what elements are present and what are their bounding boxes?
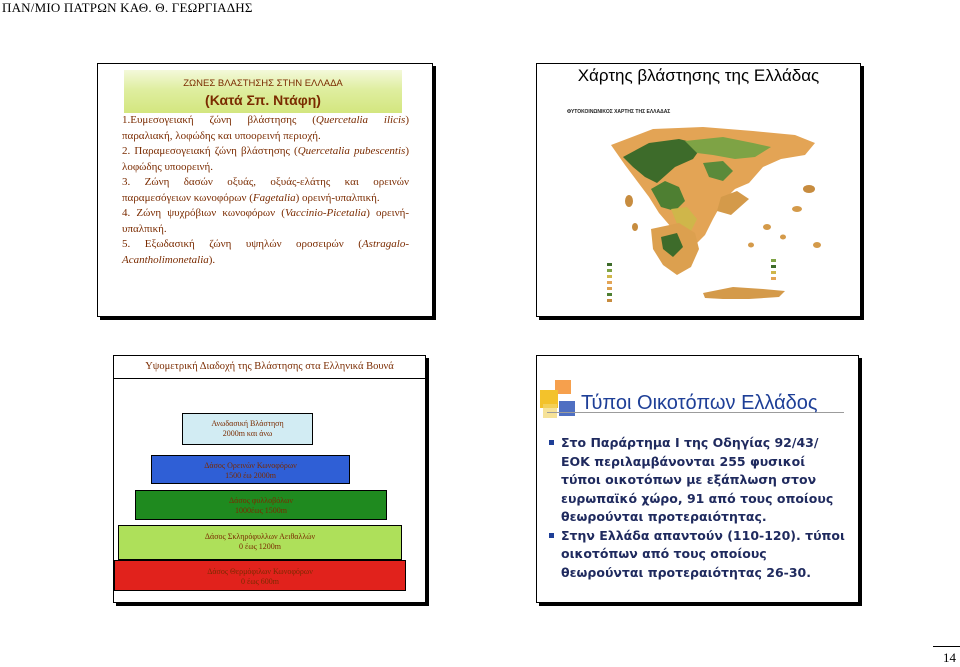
- slide-altitudinal-zones: [113, 355, 426, 603]
- slide-title: Υψομετρική Διαδοχή της Βλάστησης στα Ελληνικά Βουνά: [145, 361, 394, 372]
- zone-item-4: 4. Ζώνη ψυχρόβιων κωνοφόρων (Vaccinio-Picetalia) ορεινή-υπαλπική.: [122, 207, 409, 235]
- page-number-rule: [933, 646, 960, 647]
- greece-map-image: [553, 97, 847, 311]
- band-thermophilous-conifers: Δάσος Θερμόφιλων Κωνοφόρων 0 έως 600m: [114, 560, 406, 591]
- map-caption: ΦΥΤΟΚΟΙΝΩΝΙΚΟΣ ΧΑΡΤΗΣ ΤΗΣ ΕΛΛΑΔΑΣ: [567, 109, 671, 115]
- band-deciduous: Δάσος φυλλοβόλων 1000έως 1500m: [135, 490, 387, 520]
- title-divider: [114, 378, 425, 379]
- decor-square: [559, 401, 575, 416]
- page-number: 14: [943, 650, 956, 665]
- vegetation-map: [553, 97, 847, 311]
- slide-title-banner: [124, 70, 402, 113]
- zone-item-5: 5. Εξωδασική ζώνη υψηλών οροσειρών (Astragalo-Acantholimonetalia).: [122, 238, 409, 266]
- slide-vegetation-zones: [97, 63, 433, 317]
- band-alpine: Ανωδασική Βλάστηση 2000m και άνω: [182, 413, 313, 445]
- slide-title-line1: ΖΩΝΕΣ ΒΛΑΣΤΗΣΗΣ ΣΤΗΝ ΕΛΛΑΔΑ: [183, 78, 343, 89]
- page-header: ΠΑΝ/ΜΙΟ ΠΑΤΡΩΝ ΚΑΘ. Θ. ΓΕΩΡΓΙΑΔΗΣ: [2, 0, 253, 15]
- bullet-item: Στην Ελλάδα απαντούν (110-120). τύποι οικοτόπων από τους οποίους θεωρούνται προτεραιότητας 26-30.: [547, 527, 847, 583]
- bullet-square-icon: [549, 440, 554, 445]
- slide-vegetation-map: [536, 63, 861, 317]
- zones-list: [122, 113, 409, 268]
- slide-title: Τύποι Οικοτόπων Ελλάδος: [581, 392, 818, 414]
- band-sclerophyll: Δάσος Σκληρόφυλλων Αειθαλλών 0 έως 1200m: [118, 525, 402, 560]
- zone-item-1: 1.Ευμεσογειακή ζώνη βλάστησης (Quercetalia ilicis) παραλιακή, λοφώδης και υποορεινή περιοχή.: [122, 114, 409, 142]
- bullet-square-icon: [549, 533, 554, 538]
- zone-item-2: 2. Παραμεσογειακή ζώνη βλάστησης (Quercetalia pubescentis) λοφώδης υποορεινή.: [122, 145, 409, 173]
- slide-title: Χάρτης βλάστησης της Ελλάδας: [577, 66, 820, 85]
- slide-habitat-types: [536, 355, 859, 603]
- slide-title-line2: (Κατά Σπ. Ντάφη): [205, 92, 321, 108]
- bullet-list: [547, 434, 847, 582]
- decor-square: [543, 404, 557, 418]
- band-mountain-conifers: Δάσος Ορεινών Κωνοφόρων 1500 έω 2000m: [151, 455, 350, 484]
- bullet-item: Στο Παράρτημα Ι της Οδηγίας 92/43/ΕΟΚ περιλαμβάνονται 255 φυσικοί τύποι οικοτόπων με εξάπλωση στον ευρωπαϊκό χώρο, 91 από τους οποίους θεωρούνται προτεραιότητας.: [547, 434, 847, 527]
- zone-item-3: 3. Ζώνη δασών οξυάς, οξυάς-ελάτης και ορεινών παραμεσόγειων κωνοφόρων (Fagetalia) ορεινή-υπαλπική.: [122, 176, 409, 204]
